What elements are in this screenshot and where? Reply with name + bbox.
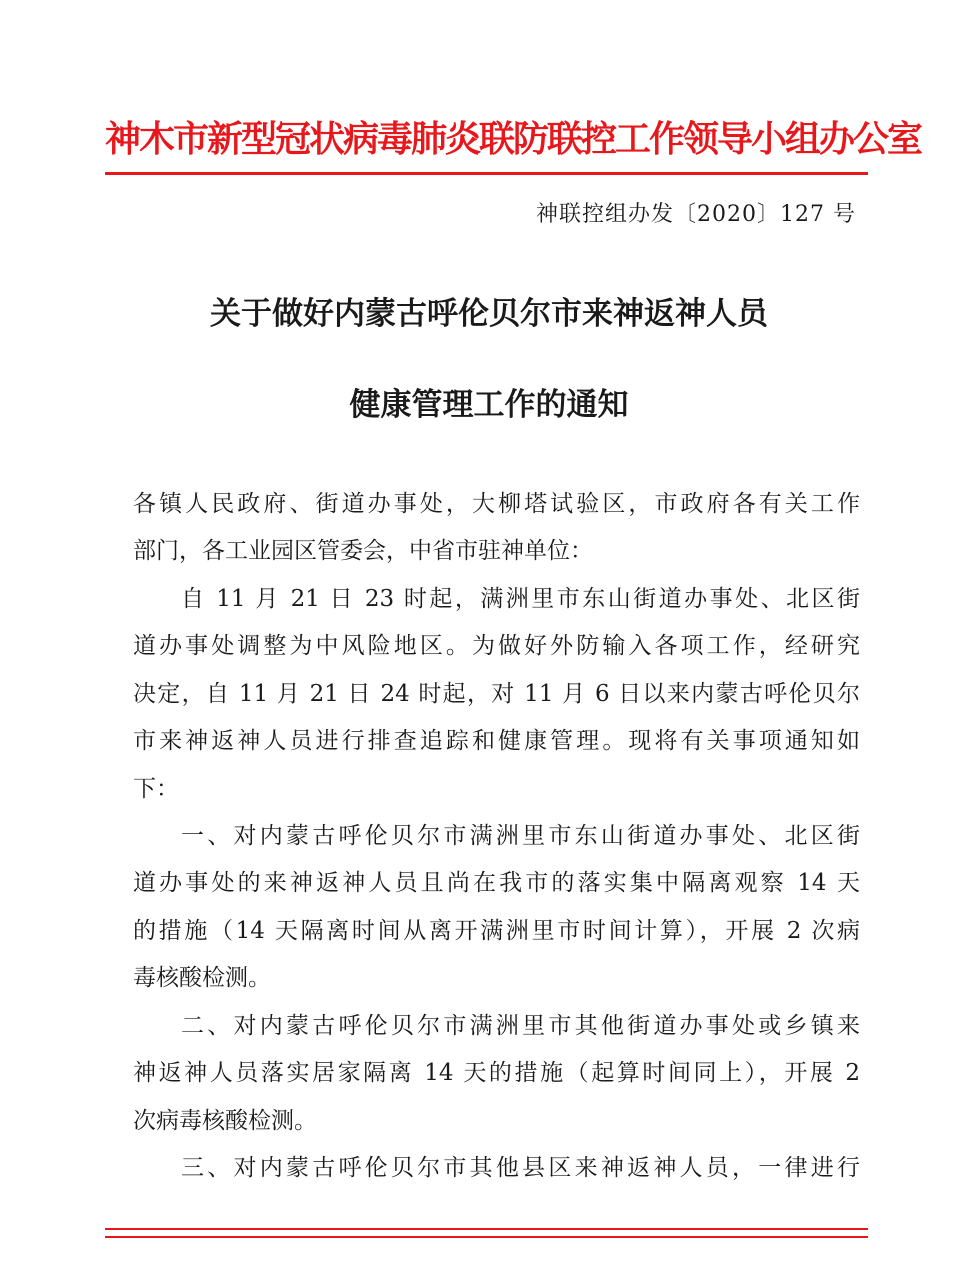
- text-line: 下：: [133, 775, 179, 802]
- footer-rule-top: [105, 1228, 868, 1230]
- text-line: 毒核酸检测。: [133, 965, 271, 992]
- text-line: 次病毒核酸检测。: [133, 1107, 317, 1134]
- text-line: 决定，自 11 月 21 日 24 时起，对 11 月 6 日以来内蒙古呼伦贝尔: [133, 680, 860, 707]
- document-title-line-2: 健康管理工作的通知: [349, 387, 629, 423]
- paragraph-1: [133, 576, 860, 813]
- text-line: 二、对内蒙古呼伦贝尔市满洲里市其他街道办事处或乡镇来: [181, 1013, 860, 1039]
- text-line: 神返神人员落实居家隔离 14 天的措施（起算时间同上），开展 2: [133, 1060, 860, 1087]
- letterhead-rule-top: [105, 172, 868, 175]
- text-line: 部门，各工业园区管委会，中省市驻神单位：: [133, 538, 593, 565]
- document-title-line-1: 关于做好内蒙古呼伦贝尔市来神返神人员: [210, 296, 768, 332]
- text-line: 道办事处调整为中风险地区。为做好外防输入各项工作，经研究: [133, 633, 860, 660]
- text-line: 的措施（14 天隔离时间从离开满洲里市时间计算），开展 2 次病: [133, 917, 860, 944]
- text-line: 一、对内蒙古呼伦贝尔市满洲里市东山街道办事处、北区街: [181, 823, 860, 849]
- paragraph-4: [133, 1145, 860, 1192]
- recipients-paragraph: [133, 481, 860, 576]
- text-line: 市来神返神人员进行排查追踪和健康管理。现将有关事项通知如: [133, 728, 860, 755]
- paragraph-3: [133, 1003, 860, 1145]
- text-line: 自 11 月 21 日 23 时起，满洲里市东山街道办事处、北区街: [181, 586, 860, 612]
- text-line: 道办事处的来神返神人员且尚在我市的落实集中隔离观察 14 天: [133, 870, 860, 897]
- text-line: 三、对内蒙古呼伦贝尔市其他县区来神返神人员，一律进行: [181, 1155, 860, 1181]
- text-line: 各镇人民政府、街道办事处，大柳塔试验区，市政府各有关工作: [133, 491, 860, 517]
- paragraph-2: [133, 813, 860, 1003]
- footer-rule-bottom: [105, 1236, 868, 1238]
- letterhead-org-name: 神木市新型冠状病毒肺炎联防联控工作领导小组办公室: [105, 119, 922, 160]
- document-number: 神联控组办发〔2020〕127 号: [536, 202, 856, 227]
